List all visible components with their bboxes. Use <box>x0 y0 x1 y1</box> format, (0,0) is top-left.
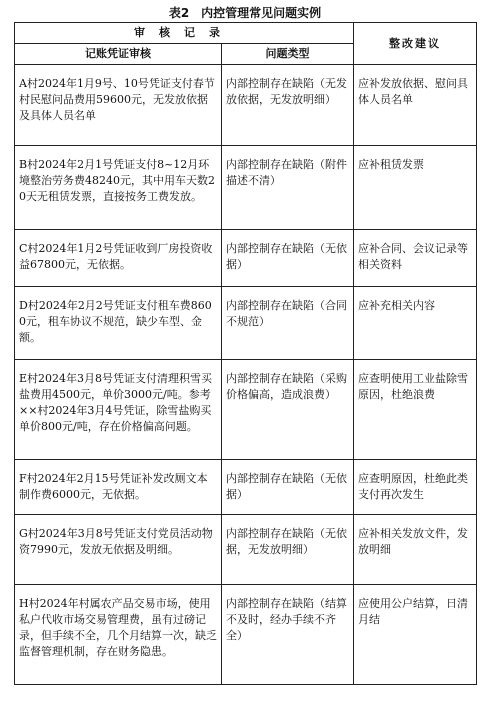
table-row <box>15 515 477 585</box>
table-row <box>15 230 477 287</box>
suggestion-cell: 应查明原因，杜绝此类支付再次发生 <box>354 460 477 515</box>
header-voucher-review: 记账凭证审核 <box>15 44 222 65</box>
table-row <box>15 65 477 146</box>
header-audit-record: 审核记录 <box>15 23 354 44</box>
voucher-cell: A村2024年1月9号、10号凭证支付春节村民慰问品费用59600元，无发放依据及具体人员名单 <box>15 65 222 146</box>
table-row <box>15 287 477 360</box>
header-row-1 <box>15 23 477 44</box>
problem-cell: 内部控制存在缺陷（无依据） <box>222 460 354 515</box>
table-row <box>15 360 477 460</box>
voucher-cell: D村2024年2月2号凭证支付租车费8600元，租车协议不规范，缺少车型、金额。 <box>15 287 222 360</box>
problem-cell: 内部控制存在缺陷（合同不规范） <box>222 287 354 360</box>
suggestion-cell: 应补租赁发票 <box>354 146 477 230</box>
voucher-cell: G村2024年3月8号凭证支付党员活动物资7990元，发放无依据及明细。 <box>15 515 222 585</box>
voucher-cell: H村2024年村属农产品交易市场，使用私户代收市场交易管理费，虽有过磅记录，但手续不全，几个月结算一次，缺乏监督管理机制，存在财务隐患。 <box>15 585 222 685</box>
header-suggestion: 整改建议 <box>354 23 477 65</box>
voucher-cell: F村2024年2月15号凭证补发改厕文本制作费6000元，无依据。 <box>15 460 222 515</box>
problem-cell: 内部控制存在缺陷（附件描述不清） <box>222 146 354 230</box>
suggestion-cell: 应补相关发放文件，发放明细 <box>354 515 477 585</box>
suggestion-cell: 应补合同、会议记录等相关资料 <box>354 230 477 287</box>
voucher-cell: C村2024年1月2号凭证收到厂房投资收益67800元，无依据。 <box>15 230 222 287</box>
problem-cell: 内部控制存在缺陷（无依据） <box>222 230 354 287</box>
problem-cell: 内部控制存在缺陷（采购价格偏高，造成浪费） <box>222 360 354 460</box>
internal-control-table <box>14 22 477 685</box>
problem-cell: 内部控制存在缺陷（无依据，无发放明细） <box>222 515 354 585</box>
suggestion-cell: 应查明使用工业盐除雪原因，杜绝浪费 <box>354 360 477 460</box>
table-row <box>15 585 477 685</box>
table-row <box>15 146 477 230</box>
table-caption: 表2 内控管理常见问题实例 <box>168 6 322 20</box>
suggestion-cell: 应补充相关内容 <box>354 287 477 360</box>
voucher-cell: E村2024年3月8号凭证支付清理积雪买盐费用4500元，单价3000元/吨。参考××村2024年3月4号凭证，除雪盐购买单价800元/吨，存在价格偏高问题。 <box>15 360 222 460</box>
voucher-cell: B村2024年2月1号凭证支付8~12月环境整治劳务费48240元，其中用车天数20天无租赁发票，直接按务工费发放。 <box>15 146 222 230</box>
table-row <box>15 460 477 515</box>
problem-cell: 内部控制存在缺陷（结算不及时，经办手续不齐全） <box>222 585 354 685</box>
suggestion-cell: 应补发放依据、慰问具体人员名单 <box>354 65 477 146</box>
problem-cell: 内部控制存在缺陷（无发放依据，无发放明细） <box>222 65 354 146</box>
header-problem-type: 问题类型 <box>222 44 354 65</box>
suggestion-cell: 应使用公户结算，日清月结 <box>354 585 477 685</box>
